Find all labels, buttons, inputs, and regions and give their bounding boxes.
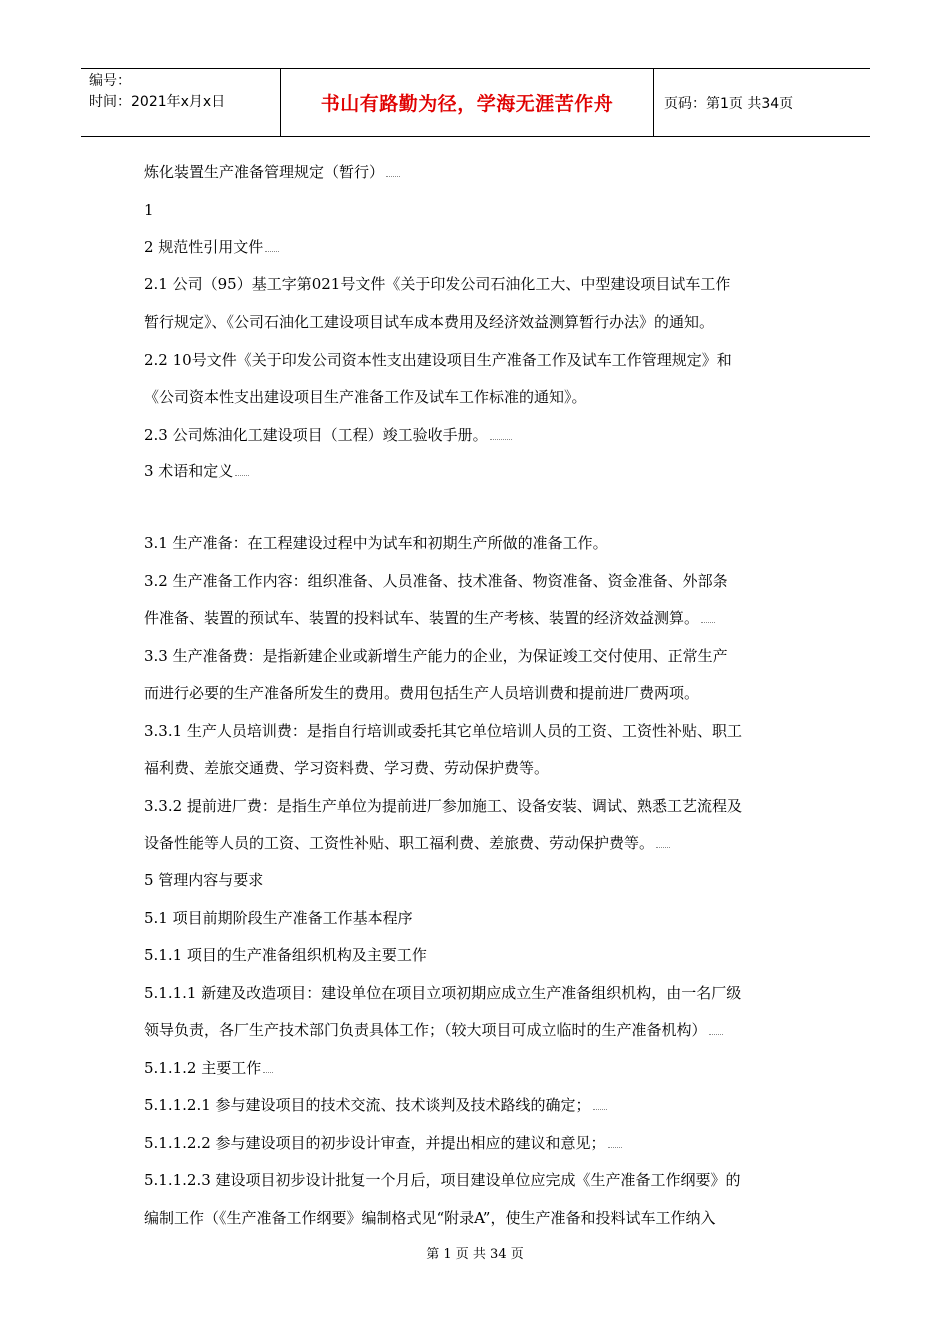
text-line: 1 xyxy=(144,201,154,219)
leader-dots xyxy=(265,250,279,252)
leader-dots xyxy=(235,474,249,476)
text-line: 福利费、差旅交通费、学习资料费、学习费、劳动保护费等。 xyxy=(144,759,550,777)
header-meta xyxy=(81,69,281,136)
document-number: 编号： xyxy=(89,73,131,89)
text-line: 3.2 生产准备工作内容：组织准备、人员准备、技术准备、物资准备、资金准备、外部条 xyxy=(144,572,728,590)
leader-dots xyxy=(263,1071,273,1073)
section-heading: 3 术语和定义 xyxy=(144,462,249,480)
text-line: 设备性能等人员的工资、工资性补贴、职工福利费、差旅费、劳动保护费等。 xyxy=(144,834,670,852)
text-line: 5.1.1 项目的生产准备组织机构及主要工作 xyxy=(144,946,427,964)
section-heading: 2 规范性引用文件 xyxy=(144,238,279,256)
leader-dots xyxy=(593,1108,607,1110)
text-line: 3.3 生产准备费：是指新建企业或新增生产能力的企业，为保证竣工交付使用、正常生产 xyxy=(144,647,728,665)
text-line: 5.1 项目前期阶段生产准备工作基本程序 xyxy=(144,909,413,927)
text-line: 5.1.1.2.1 参与建设项目的技术交流、技术谈判及技术路线的确定； xyxy=(144,1096,607,1114)
text-line: 5.1.1.2 主要工作 xyxy=(144,1059,273,1077)
text-line: 《公司资本性支出建设项目生产准备工作及试车工作标准的通知》。 xyxy=(144,388,587,406)
text-line: 2.2 10号文件《关于印发公司资本性支出建设项目生产准备工作及试车工作管理规定》和 xyxy=(144,351,732,369)
text-line: 3.3.2 提前进厂费：是指生产单位为提前进厂参加施工、设备安装、调试、熟悉工艺流程及 xyxy=(144,797,742,815)
document-date: 时间：2021年x月x日 xyxy=(89,94,226,110)
document-title: 炼化装置生产准备管理规定（暂行） xyxy=(144,163,400,181)
text-line: 领导负责，各厂生产技术部门负责具体工作；（较大项目可成立临时的生产准备机构） xyxy=(144,1021,723,1039)
page-footer: 第 1 页 共 34 页 xyxy=(426,1247,524,1262)
section-heading: 5 管理内容与要求 xyxy=(144,871,264,889)
page-header xyxy=(81,68,870,137)
text-line: 2.3 公司炼油化工建设项目（工程）竣工验收手册。 xyxy=(144,426,512,444)
header-slogan: 书山有路勤为径，学海无涯苦作舟 xyxy=(281,69,654,136)
text-line: 3.3.1 生产人员培训费：是指自行培训或委托其它单位培训人员的工资、工资性补贴、职工 xyxy=(144,722,742,740)
header-page-info: 页码：第1页 共34页 xyxy=(664,95,794,112)
text-line: 5.1.1.2.3 建设项目初步设计批复一个月后，项目建设单位应完成《生产准备工作纲要》的 xyxy=(144,1171,741,1189)
leader-dots xyxy=(386,175,400,177)
text-line: 5.1.1.2.2 参与建设项目的初步设计审查，并提出相应的建议和意见； xyxy=(144,1134,622,1152)
text-line: 件准备、装置的预试车、装置的投料试车、装置的生产考核、装置的经济效益测算。 xyxy=(144,609,715,627)
leader-dots xyxy=(608,1146,622,1148)
leader-dots xyxy=(709,1033,723,1035)
text-line: 3.1 生产准备：在工程建设过程中为试车和初期生产所做的准备工作。 xyxy=(144,534,608,552)
text-line: 5.1.1.1 新建及改造项目：建设单位在项目立项初期应成立生产准备组织机构，由一名厂级 xyxy=(144,984,742,1002)
text-line: 编制工作（《生产准备工作纲要》编制格式见“附录A”，使生产准备和投料试车工作纳入 xyxy=(144,1209,716,1227)
leader-dots xyxy=(490,438,512,440)
text-line: 2.1 公司（95）基工字第021号文件《关于印发公司石油化工大、中型建设项目试车工作 xyxy=(144,275,731,293)
text-line: 暂行规定》、《公司石油化工建设项目试车成本费用及经济效益测算暂行办法》的通知。 xyxy=(144,313,715,331)
leader-dots xyxy=(656,846,670,848)
text-line: 而进行必要的生产准备所发生的费用。费用包括生产人员培训费和提前进厂费两项。 xyxy=(144,684,700,702)
leader-dots xyxy=(701,621,715,623)
